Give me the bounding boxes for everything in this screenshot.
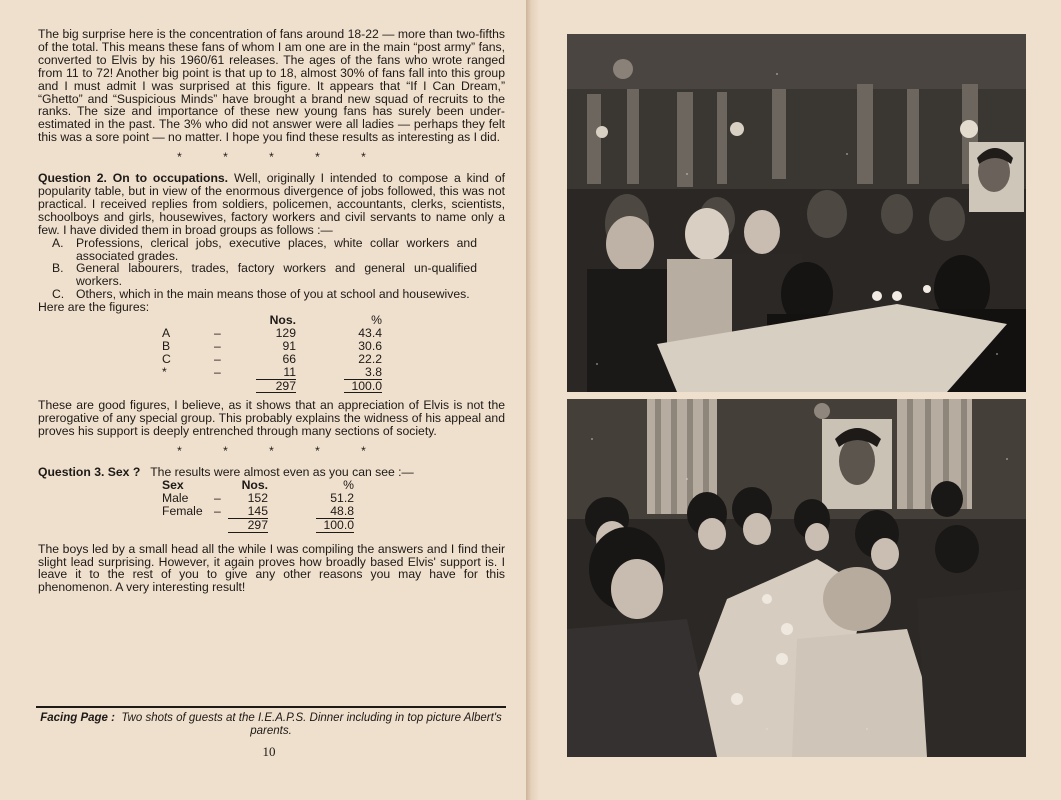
table-total-row: 297 100.0 bbox=[162, 518, 354, 532]
section-separator: * * * * * bbox=[177, 150, 366, 165]
table-header-row: Sex Nos. % bbox=[162, 478, 354, 492]
occupation-table bbox=[162, 314, 382, 393]
table-row: Female – 145 48.8 bbox=[162, 503, 354, 519]
table-row: C – 66 22.2 bbox=[162, 351, 382, 366]
left-page bbox=[0, 0, 528, 800]
caption-divider bbox=[36, 706, 506, 708]
question-2-conclusion: These are good figures, I believe, as it shows that an appreciation of Elvis is not the prerogative of any special group. This probably explains the widness of his appeal and proves his support is deeply entrenched through many sections of society. bbox=[38, 398, 505, 439]
intro-paragraph: The big surprise here is the concentration of fans around 18-22 — more than two-fifths of the total. This means these fans of whom I am one are in the main “post army” fans, converted to Elvis by his 1960/61 releases. The ages of the fans who wrote ranged from 11 to 72! Another big point is that up to 18, almost 30% of fans fall into this group and I must admit I was surprised at this figure. It appears that “If I Can Dream,” “Ghetto” and “Suspicious Minds” have brought a brand new squad of recruits to the ranks. The size and importance of these new young fans has surely been under-estimated in the past. The 3% who did not answer were all ladies — perhaps they felt this was a sore point — no matter. I hope you find these results as interesting as I did. bbox=[38, 27, 505, 145]
question-3-heading: Question 3. Sex ? bbox=[38, 465, 141, 480]
question-2-heading: Question 2. On to occupations. bbox=[38, 171, 229, 186]
occupation-groups bbox=[52, 237, 505, 302]
dinner-photo-top bbox=[567, 34, 1026, 392]
table-row: Male – 152 51.2 bbox=[162, 490, 354, 505]
question-3-text: The results were almost even as you can see :— bbox=[150, 465, 414, 480]
question-2-text: Well, originally I intended to compose a kind of popularity table, but in view of the enormous divergence of jobs followed, this was not practical. I received replies from soldiers, policemen, accountants, clerks, scientists, schoolboys and girls, housewives, factory workers and civil servants to name only a few. I have divided them in broad groups as follows :— bbox=[38, 171, 505, 237]
table-total-row: 297 100.0 bbox=[162, 379, 382, 393]
figures-intro: Here are the figures: bbox=[38, 300, 150, 315]
sex-table bbox=[162, 479, 354, 533]
photo-caption: Facing Page : Two shots of guests at the I.E.A.P.S. Dinner including in top picture Albert's parents. bbox=[40, 712, 502, 737]
page-number: 10 bbox=[262, 744, 276, 759]
table-header-row: Nos. % bbox=[269, 313, 382, 328]
table-row: B – 91 30.6 bbox=[162, 338, 382, 353]
question-2-paragraph bbox=[38, 172, 505, 237]
dinner-photo-bottom bbox=[567, 399, 1026, 757]
question-3-conclusion: The boys led by a small head all the while I was compiling the answers and I find their slight lead surprising. However, it again proves how broadly based Elvis' support is. I leave it to the rest of you to give any other reasons you may have for this phenomenon. A very interesting result! bbox=[38, 541, 505, 595]
table-row: * – 11 3.8 bbox=[162, 364, 382, 379]
list-item: A. Professions, clerical jobs, executive places, white collar workers and associated grades. bbox=[52, 235, 477, 263]
section-separator: * * * * * bbox=[177, 444, 366, 459]
list-item: B. General labourers, trades, factory workers and general un-qualified workers. bbox=[52, 261, 477, 289]
table-row: A – 129 43.4 bbox=[162, 325, 382, 340]
list-item: C. Others, which in the main means those of you at school and housewives. bbox=[52, 287, 470, 302]
article-text bbox=[38, 28, 505, 594]
book-gutter bbox=[526, 0, 540, 800]
question-3-paragraph bbox=[38, 466, 505, 479]
